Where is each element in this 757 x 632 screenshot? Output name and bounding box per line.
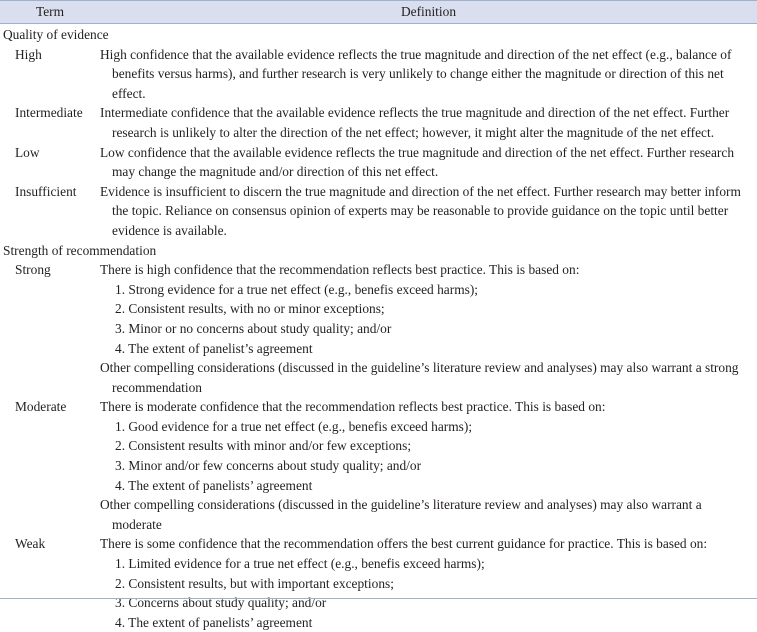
definition-cell: Low confidence that the available evidence reflects the true magnitude and direction of the net effect. Further research may change the magnitude and/or direction of this net effect. [100, 144, 735, 180]
term-cell: Intermediate [15, 105, 83, 121]
definition-intro: There is moderate confidence that the recommendation reflects best practice. This is based on: [100, 399, 606, 415]
term-cell: Weak [15, 536, 46, 552]
criteria-list [100, 280, 751, 358]
definition-outro: Other compelling considerations (discussed in the guideline’s literature review and analyses) may also warrant a strong recommendation [100, 360, 739, 395]
definition-cell: Intermediate confidence that the available evidence reflects the true magnitude and direction of the net effect. Further research is unlikely to alter the direction of the net effect; however, it might alter the magnitude of the net effect. [100, 105, 730, 140]
criteria-list [100, 417, 751, 495]
criteria-item: 4. The extent of panelists’ agreement [115, 614, 313, 630]
criteria-item: 2. Consistent results, with no or minor exceptions; [115, 301, 385, 317]
table-bottom-border [0, 598, 757, 599]
table-row-strong [0, 260, 757, 397]
table-row-moderate [0, 397, 757, 534]
header-definition: Definition [400, 4, 457, 19]
table-body [0, 24, 757, 632]
definition-cell: High confidence that the available evidence reflects the true magnitude and direction of the net effect (e.g., balance of benefits versus harms), and further research is very unlikely to change either the magnitude or direction of this net effect. [100, 46, 732, 101]
header-term: Term [35, 4, 65, 19]
criteria-item: 3. Minor and/or few concerns about study quality; and/or [115, 458, 422, 474]
criteria-item: 1. Good evidence for a true net effect (e.g., benefis exceed harms); [115, 418, 473, 434]
criteria-item: 4. The extent of panelist’s agreement [115, 340, 313, 356]
criteria-item: 2. Consistent results with minor and/or few exceptions; [115, 438, 412, 454]
table-row-insufficient [0, 182, 757, 241]
definition-cell [100, 534, 757, 632]
definition-cell [100, 260, 757, 397]
definition-outro: Other compelling considerations (discussed in the guideline’s literature review and analyses) may also warrant a moderate [100, 497, 702, 532]
table-row-low [0, 143, 757, 182]
section-title-strength-of-recommendation: Strength of recommendation [3, 242, 157, 258]
term-cell: High [15, 46, 42, 62]
section-title-quality-of-evidence: Quality of evidence [3, 27, 109, 42]
term-cell: Low [15, 144, 40, 160]
criteria-item: 1. Strong evidence for a true net effect (e.g., benefis exceed harms); [115, 281, 478, 297]
criteria-item: 4. The extent of panelists’ agreement [115, 477, 313, 493]
criteria-item: 2. Consistent results, but with important exceptions; [115, 575, 394, 591]
criteria-list [100, 554, 751, 632]
definition-cell: Evidence is insufficient to discern the true magnitude and direction of the net effect. Further research may better inform the topic. Reliance on consensus opinion of experts may be reasonable to provide guidance on the topic until better evidence is available. [100, 183, 741, 238]
term-cell: Insufficient [15, 183, 77, 199]
table-row-intermediate [0, 103, 757, 142]
criteria-item: 3. Minor or no concerns about study quality; and/or [115, 320, 392, 336]
definition-intro: There is high confidence that the recommendation reflects best practice. This is based on: [100, 262, 580, 278]
table-header [0, 0, 757, 24]
definition-cell [100, 397, 757, 534]
definition-intro: There is some confidence that the recommendation offers the best current guidance for practice. This is based on: [100, 536, 708, 552]
table-row-high [0, 45, 757, 104]
criteria-item: 1. Limited evidence for a true net effect (e.g., benefis exceed harms); [115, 556, 485, 572]
term-cell: Strong [15, 262, 51, 278]
table-row-weak [0, 534, 757, 632]
term-cell: Moderate [15, 399, 67, 415]
criteria-item: 3. Concerns about study quality; and/or [115, 595, 327, 611]
